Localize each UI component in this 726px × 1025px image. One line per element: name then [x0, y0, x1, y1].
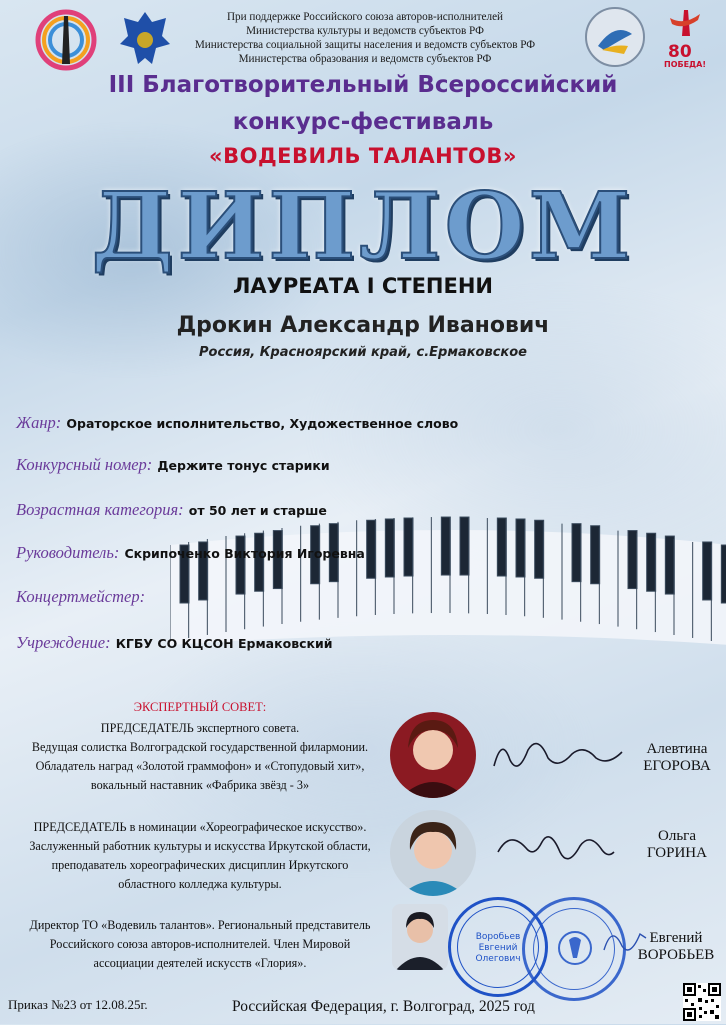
- description-line: Ведущая солистка Волгоградской государственной филармонии.: [31, 740, 369, 754]
- member-photo-gorina: [390, 810, 476, 896]
- field-label: Учреждение:: [16, 633, 111, 652]
- festival-name: «ВОДЕВИЛЬ ТАЛАНТОВ»: [209, 144, 517, 168]
- first-name: Ольга: [658, 828, 696, 844]
- field-value: Ораторское исполнительство, Художественное слово: [66, 416, 459, 431]
- description-line: Директор ТО «Водевиль талантов». Региональный представитель: [29, 918, 371, 932]
- field-value: Держите тонус старики: [157, 458, 330, 473]
- victory-text: ПОБЕДА!: [664, 60, 707, 69]
- header-logos: [0, 4, 726, 74]
- member-photo-vorobyev: [392, 904, 448, 970]
- description-line: Заслуженный работник культуры и искусства Иркутской области,: [29, 839, 371, 853]
- festival-logo: [34, 8, 98, 72]
- piano-black-key: [721, 545, 726, 603]
- contest-number-field: [16, 455, 330, 475]
- description-line: ПРЕДСЕДАТЕЛЬ в номинации «Хореографическое искусство».: [33, 820, 367, 834]
- field-label: Конкурсный номер:: [16, 455, 153, 474]
- last-name: ВОРОБЬЕВ: [637, 947, 715, 963]
- festival-title-line1: III Благотворительный Всероссийский: [108, 72, 618, 98]
- member-description: [0, 818, 400, 894]
- field-label: Концертмейстер:: [16, 587, 146, 606]
- sponsor-line: Министерства культуры и ведомств субъектов РФ: [246, 25, 484, 37]
- sponsor-line: При поддержке Российского союза авторов-исполнителей: [226, 11, 504, 23]
- signatory-egorova: [632, 741, 722, 775]
- field-value: КГБУ СО КЦСОН Ермаковский: [115, 636, 333, 651]
- victory-number: 80: [668, 42, 692, 62]
- authors-union-logo: [584, 6, 646, 68]
- field-value: Скрипоченко Виктория Игоревна: [124, 546, 365, 561]
- piano-black-key: [497, 518, 506, 576]
- piano-black-key: [535, 520, 544, 578]
- description-line: ПРЕДСЕДАТЕЛЬ экспертного совета.: [100, 721, 300, 735]
- piano-black-key: [516, 519, 525, 577]
- signatory-gorina: [632, 828, 722, 862]
- member-description: [0, 916, 400, 973]
- piano-black-key: [404, 518, 413, 576]
- piano-black-key: [647, 533, 656, 591]
- participant-name: Дрокин Александр Иванович: [176, 313, 550, 338]
- sponsor-block: [185, 10, 545, 66]
- field-value: от 50 лет и старше: [188, 503, 327, 518]
- description-line: преподаватель хореографических дисциплин Иркутского: [51, 858, 349, 872]
- member-description: [0, 719, 400, 795]
- order-number: Приказ №23 от 12.08.25г.: [8, 997, 148, 1012]
- field-label: Руководитель:: [16, 543, 120, 562]
- last-name: ГОРИНА: [647, 845, 707, 861]
- description-line: ассоциации деятелей искусств «Глория».: [93, 956, 307, 970]
- piano-black-key: [441, 517, 450, 575]
- field-label: Жанр:: [16, 413, 62, 432]
- first-name: Евгений: [649, 930, 703, 946]
- supervisor-field: [16, 543, 365, 563]
- diploma-heading: ДИПЛОМ: [91, 172, 635, 280]
- stamp-line: Олегович: [475, 954, 521, 964]
- description-line: Российского союза авторов-исполнителей. Член Мировой: [49, 937, 351, 951]
- sponsor-line: Министерства образования и ведомств субъектов РФ: [238, 53, 492, 65]
- piano-black-key: [572, 524, 581, 582]
- description-line: областного колледжа культуры.: [118, 877, 282, 891]
- signature-egorova: [488, 730, 628, 780]
- institution-field: [16, 633, 333, 653]
- stamp-line: Воробьев: [475, 932, 521, 942]
- piano-black-key: [703, 542, 712, 600]
- signature-vorobyev: [600, 920, 650, 960]
- sponsor-line: Министерства социальной защиты населения и ведомств субъектов РФ: [194, 39, 536, 51]
- issue-location: Российская Федерация, г. Волгоград, 2025 год: [232, 998, 535, 1015]
- stamp-line: Евгений: [478, 943, 518, 953]
- coat-of-arms-emblem: [116, 8, 174, 70]
- festival-title-line2: конкурс-фестиваль: [232, 109, 494, 135]
- description-line: Обладатель наград «Золотой граммофон» и «Стопудовый хит»,: [35, 759, 365, 773]
- description-line: вокальный наставник «Фабрика звёзд - 3»: [90, 778, 310, 792]
- piano-black-key: [460, 517, 469, 575]
- genre-field: [16, 413, 458, 433]
- piano-black-key: [628, 531, 637, 589]
- victory-80-logo: [662, 8, 708, 72]
- expert-council-heading: ЭКСПЕРТНЫЙ СОВЕТ:: [133, 700, 267, 714]
- piano-black-key: [385, 519, 394, 577]
- piano-black-key: [665, 536, 674, 594]
- last-name: ЕГОРОВА: [643, 758, 711, 774]
- qr-code: [683, 983, 721, 1021]
- member-photo-egorova: [390, 712, 476, 798]
- accompanist-field: [16, 587, 145, 607]
- laureate-degree: ЛАУРЕАТА I СТЕПЕНИ: [232, 274, 494, 298]
- first-name: Алевтина: [646, 741, 708, 757]
- piano-black-key: [367, 520, 376, 578]
- age-category-field: [16, 500, 327, 520]
- signature-gorina: [490, 822, 620, 878]
- field-label: Возрастная категория:: [16, 500, 184, 519]
- participant-location: Россия, Красноярский край, с.Ермаковское: [198, 345, 527, 360]
- piano-black-key: [591, 526, 600, 584]
